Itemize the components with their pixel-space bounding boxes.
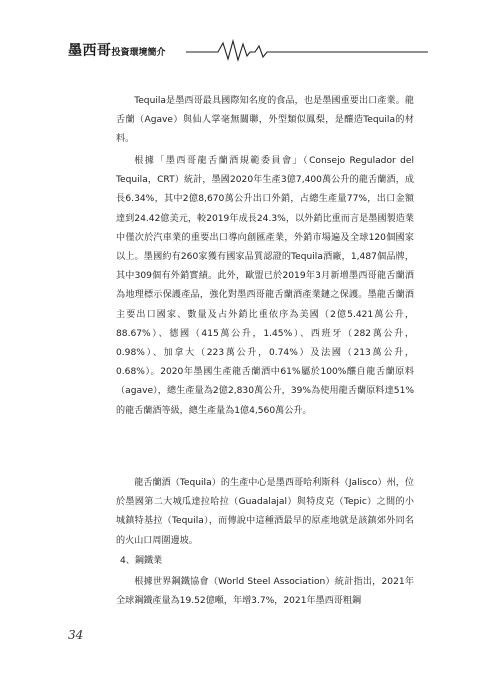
paragraph-text: 根據「墨西哥龍舌蘭酒規範委員會」（Consejo Regulador del Tequila，CRT）統計，墨國2020年生產3億7,400萬公升的龍舌蘭酒，成長6.34%，其中2億8,670萬公升出口外銷，占總生產量77%，出口金額達到24.42億美元，較2019年成長24.3%，以外銷比重而言是墨國製造業中僅次於汽車業的重要出口導向創匯產業，外銷市場遍及全球120個國家以上。墨國約有260家獲有國家品質認證的Tequila酒廠，1,487個品牌，其中309個有外銷實績。此外，歐盟已於2019年3月新增墨西哥龍舌蘭酒為地理標示保護產品，強化對墨西哥龍舌蘭酒產業鏈之保護。墨龍舌蘭酒主要出口國家、數量及占外銷比重依序為美國（2億5.421萬公升，88.67%）、德國（415萬公升，1.45%）、西班牙（282萬公升，0.98%）、加拿大（223萬公升，0.74%）及法國（213萬公升，0.68%）。2020年墨國生產龍舌蘭酒中61%屬於100%釀自龍舌蘭原料（agave），總生產量為2億2,830萬公升，39%為使用龍舌蘭原料達51%的龍舌蘭酒等級，總生產量為1億4,560萬公升。	[116, 156, 414, 416]
paragraph-text: 龍舌蘭酒（Tequila）的生產中心是墨西哥哈利斯科（Jalisco）州，位於墨國第二大城瓜達拉哈拉（Guadalajal）與特皮克（Tepic）之間的小城鎮特基拉（Tequila），而傳說中這種酒最早的原產地就是該鎮郊外同名的火山口周圍邊坡。	[116, 478, 414, 546]
paragraph-tequila-statistics	[116, 152, 414, 421]
page-number: 34	[68, 628, 84, 642]
paragraph-text: 根據世界鋼鐵協會（World Steel Association）統計指出，2021年全球鋼鐵產量為19.52億噸，年增3.7%，2021年墨西哥粗鋼	[116, 577, 414, 607]
running-header	[68, 38, 428, 60]
paragraph-tequila-intro	[116, 92, 414, 150]
header-title-sub: 投資環境簡介	[111, 48, 166, 58]
header-waveform-rule	[186, 38, 428, 62]
header-title-main: 墨西哥	[68, 43, 112, 59]
paragraph-steel-industry	[116, 573, 414, 611]
section-heading-steel: 4、鋼鐵業	[120, 556, 163, 566]
paragraph-tequila-origin	[116, 474, 414, 551]
paragraph-text: Tequila是墨西哥最具國際知名度的食品，也是墨國重要出口產業。龍舌蘭（Agave）與仙人掌毫無關聯，外型類似鳳梨，是釀造Tequila的材料。	[116, 96, 414, 145]
header-title	[68, 40, 166, 60]
